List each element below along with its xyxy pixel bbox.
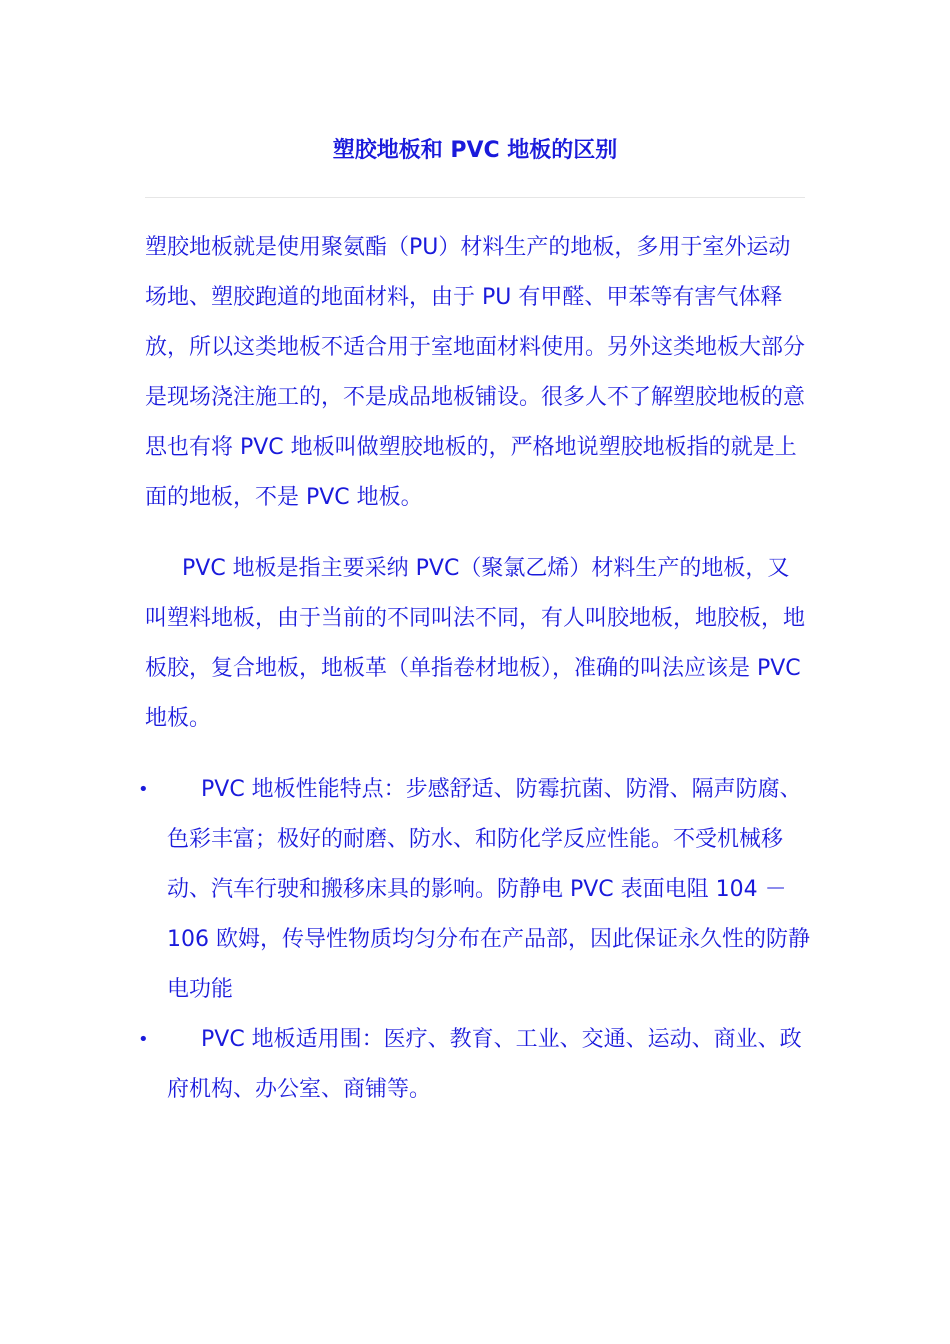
list-item-applications [0,1015,950,1115]
bullet-text-performance: PVC 地板性能特点：步感舒适、防霉抗菌、防滑、隔声防腐、色彩丰富；极好的耐磨、防水、和防化学反应性能。不受机械移动、汽车行驶和搬移床具的影响。防静电 PVC 表面电阻 104 － 106 欧姆，传导性物质均匀分布在产品部，因此保证永久性的防静电功能 [167,777,810,1002]
feature-bullet-list [0,765,950,1115]
title-divider [145,197,805,198]
bullet-icon: • [138,779,149,800]
paragraph-pu-flooring: 塑胶地板就是使用聚氨酯（PU）材料生产的地板，多用于室外运动场地、塑胶跑道的地面材料，由于 PU 有甲醛、甲苯等有害气体释放，所以这类地板不适合用于室地面材料使用。另外这类地板大部分是现场浇注施工的，不是成品地板铺设。很多人不了解塑胶地板的意思也有将 PVC 地板叫做塑胶地板的，严格地说塑胶地板指的就是上面的地板，不是 PVC 地板。 [145,235,806,510]
paragraph-pvc-flooring: PVC 地板是指主要采纳 PVC（聚氯乙烯）材料生产的地板，又叫塑料地板，由于当前的不同叫法不同，有人叫胶地板，地胶板，地板胶，复合地板，地板革（单指卷材地板），准确的叫法应该是 PVC 地板。 [145,556,806,731]
document-title: 塑胶地板和 PVC 地板的区别 [332,138,618,163]
bullet-text-applications: PVC 地板适用围：医疗、教育、工业、交通、运动、商业、政府机构、办公室、商铺等。 [167,1027,802,1102]
list-item-performance [0,765,950,1015]
bullet-icon: • [138,1029,149,1050]
